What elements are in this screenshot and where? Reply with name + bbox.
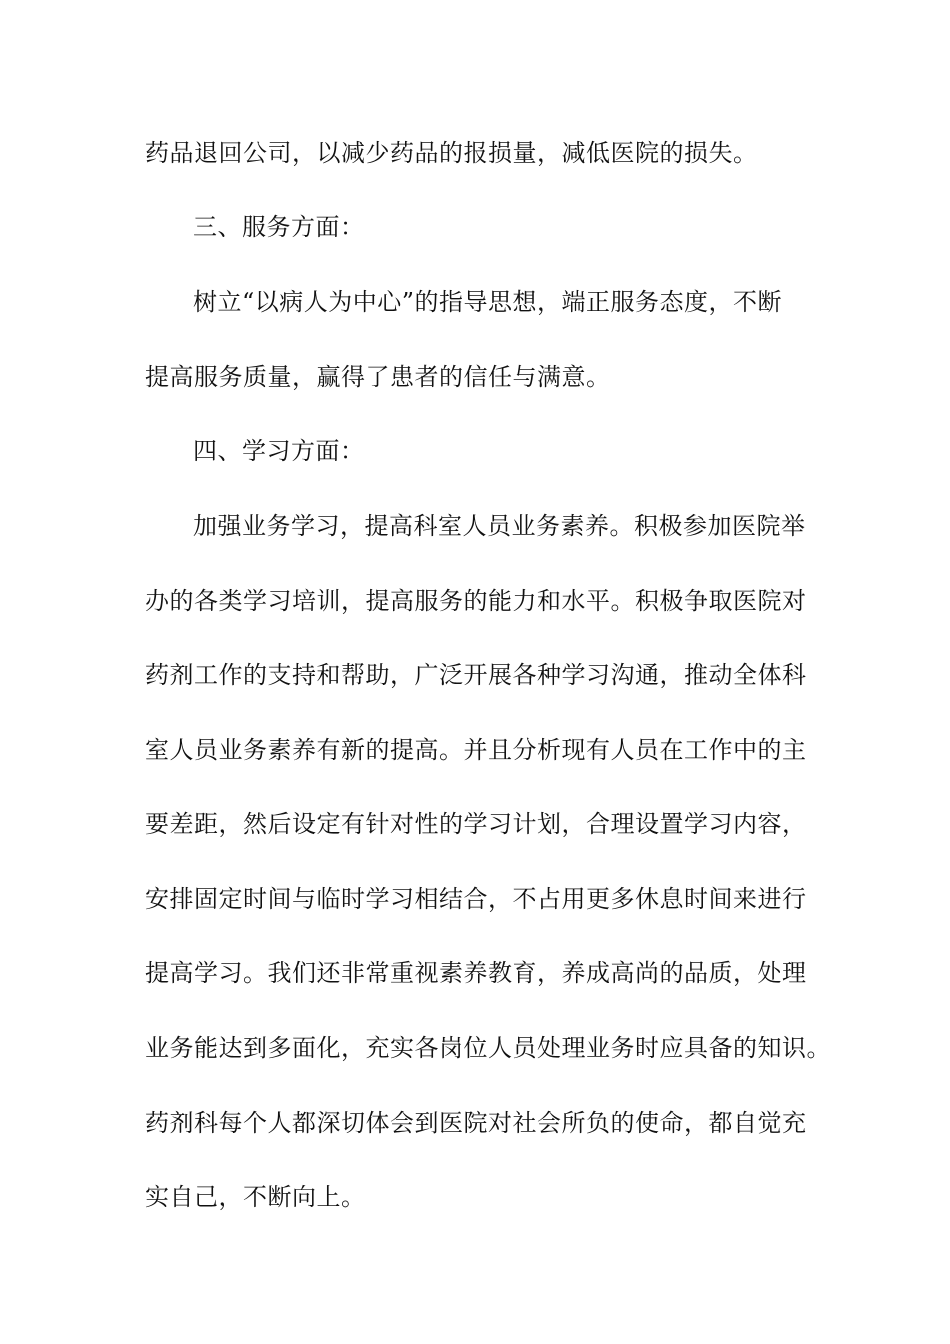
- text-line: 树立“以病人为中心”的指导思想，端正服务态度，不断: [193, 288, 783, 316]
- text-line: 提高学习。我们还非常重视素养教育，养成高尚的品质，处理: [145, 959, 807, 987]
- text-line: 药剂科每个人都深切体会到医院对社会所负的使命，都自觉充: [145, 1109, 807, 1137]
- section-heading-study: 四、学习方面：: [193, 437, 365, 465]
- text-line: 实自己，不断向上。: [145, 1183, 366, 1211]
- text-line: 室人员业务素养有新的提高。并且分析现有人员在工作中的主: [145, 736, 807, 764]
- text-line: 提高服务质量，赢得了患者的信任与满意。: [145, 363, 611, 391]
- text-line: 业务能达到多面化，充实各岗位人员处理业务时应具备的知识。: [145, 1034, 831, 1062]
- text-line: 办的各类学习培训，提高服务的能力和水平。积极争取医院对: [145, 587, 807, 615]
- text-line: 加强业务学习，提高科室人员业务素养。积极参加医院举: [193, 512, 806, 540]
- section-heading-service: 三、服务方面：: [193, 213, 365, 241]
- text-line: 药剂工作的支持和帮助，广泛开展各种学习沟通，推动全体科: [145, 661, 807, 689]
- text-line: 药品退回公司，以减少药品的报损量，减低医院的损失。: [145, 139, 758, 167]
- text-line: 安排固定时间与临时学习相结合，不占用更多休息时间来进行: [145, 885, 807, 913]
- text-line: 要差距，然后设定有针对性的学习计划，合理设置学习内容，: [145, 810, 807, 838]
